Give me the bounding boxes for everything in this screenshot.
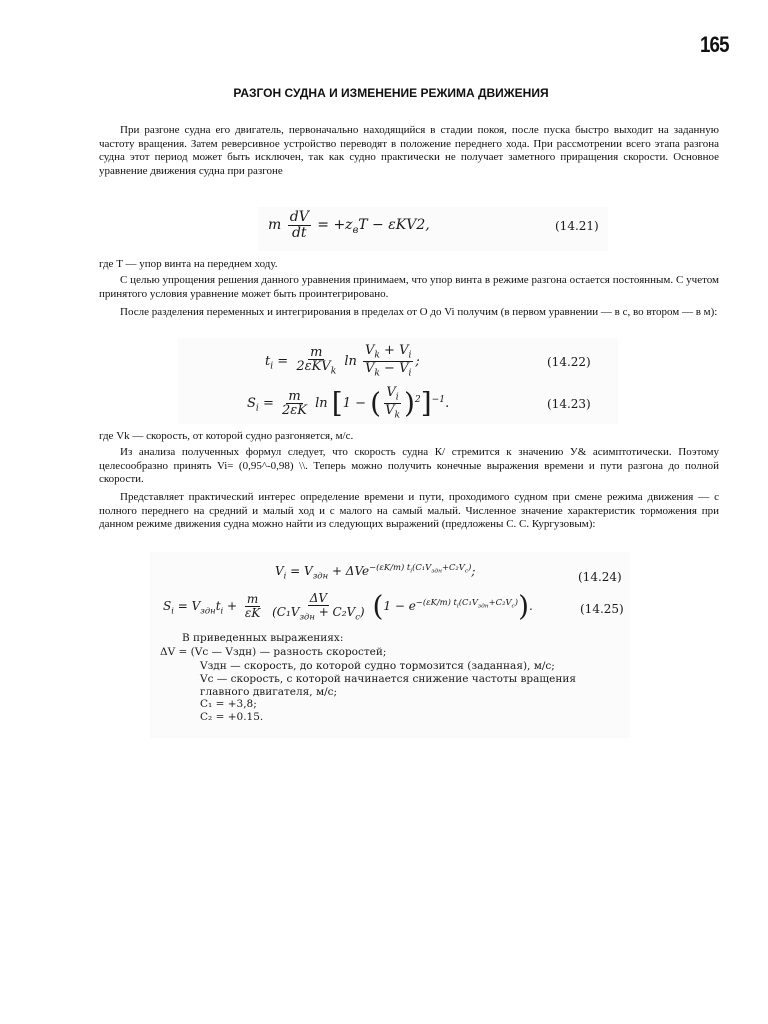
equation-number-14-23: (14.23) — [547, 397, 591, 411]
equation-number-14-25: (14.25) — [580, 602, 624, 616]
definition-c1: C₁ = +3,8; — [200, 698, 257, 710]
definition-vc: Vc — скорость, с которой начинается снижение частоты вращения главного двигателя, м/с; — [200, 673, 576, 698]
paragraph-braking: Представляет практический интерес определение времени и пути, проходимого судном при смене режима движения — с полного переднего на средний и малый ход и с малого на самый малый. Численное значение характеристик торможения при данном режиме движения судна можно найти из следующих выражений (предложены С. С. Кургузовым): — [99, 491, 719, 531]
definition-c2: C₂ = +0.15. — [200, 711, 264, 723]
formula-14-22: $t_i$ = $\frac{m}{2\varepsilon KV_k}$ ln $\frac{V_k + V_i}{V_k - V_i}$ ; — [265, 343, 420, 379]
definition-vzdn: Vздн — скорость, до которой судно тормозится (заданная), м/с; — [200, 660, 555, 672]
equation-number-14-21: (14.21) — [555, 219, 599, 233]
page-number: 165 — [700, 32, 729, 57]
formula-14-24: $V_i = V_{здн} + \Delta Ve^{-(\varepsilon K/m) t_i(C_1V_{здн}+C_2V_c)}$; — [275, 562, 476, 581]
paragraph-simplify: С целью упрощения решения данного уравнения принимаем, что упор винта в режиме разгона остается постоянным. С учетом принятого условия уравнение может быть проинтегрировано. — [99, 274, 719, 300]
formula-14-21: m $\frac{dV}{dt}$ = $+z_вT - \varepsilon KV2$, — [268, 209, 430, 241]
paragraph-integrate: После разделения переменных и интегрирования в пределах от О до Vi получим (в первом уравнении — в с, во втором — в м): — [120, 306, 718, 318]
formula-14-23: $S_i$ = $\frac{m}{2\varepsilon K}$ ln [1 − ( $\frac{V_i}{V_k}$ )$^2$]$^{-1}$. — [247, 385, 450, 421]
equation-number-14-22: (14.22) — [547, 355, 591, 369]
paragraph-thrust-def: где T — упор винта на переднем ходу. — [99, 258, 278, 270]
formula-14-25: $S_i = V_{здн}t_i$ + $\frac{m}{\varepsilon K}$ $\frac{\Delta V}{(C_1V_{здн} + C_2V_c)}$ $(1 - e^{-(\varepsilon K/m) t_i(C_1V_{здн}+C_2V_c)})$. — [163, 589, 533, 623]
definition-delta-v: ΔV = (Vc — Vздн) — разность скоростей; — [160, 646, 387, 658]
definitions-intro: В приведенных выражениях: — [182, 632, 344, 644]
paragraph-intro: При разгоне судна его двигатель, первоначально находящийся в стадии покоя, после пуска быстро выходит на заданную частоту вращения. Затем реверсивное устройство переводят в положение переднего хода. При рассмотрении всего этапа разгона судна этот период может быть исключен, так как судно практически не получает заметного приращения скорости. Основное уравнение движения судна при разгоне — [99, 124, 719, 177]
equation-number-14-24: (14.24) — [578, 570, 622, 584]
paragraph-analysis: Из анализа полученных формул следует, что скорость судна К/ стремится к значению У& асимптотически. Поэтому целесообразно принять Vi= (0,95^-0,98) \\. Теперь можно получить конечные выражения времени и пути разгона до полной скорости. — [99, 446, 719, 486]
page-title: РАЗГОН СУДНА И ИЗМЕНЕНИЕ РЕЖИМА ДВИЖЕНИЯ — [233, 86, 549, 100]
paragraph-vk-def: где Vk — скорость, от которой судно разгоняется, м/с. — [99, 430, 354, 442]
